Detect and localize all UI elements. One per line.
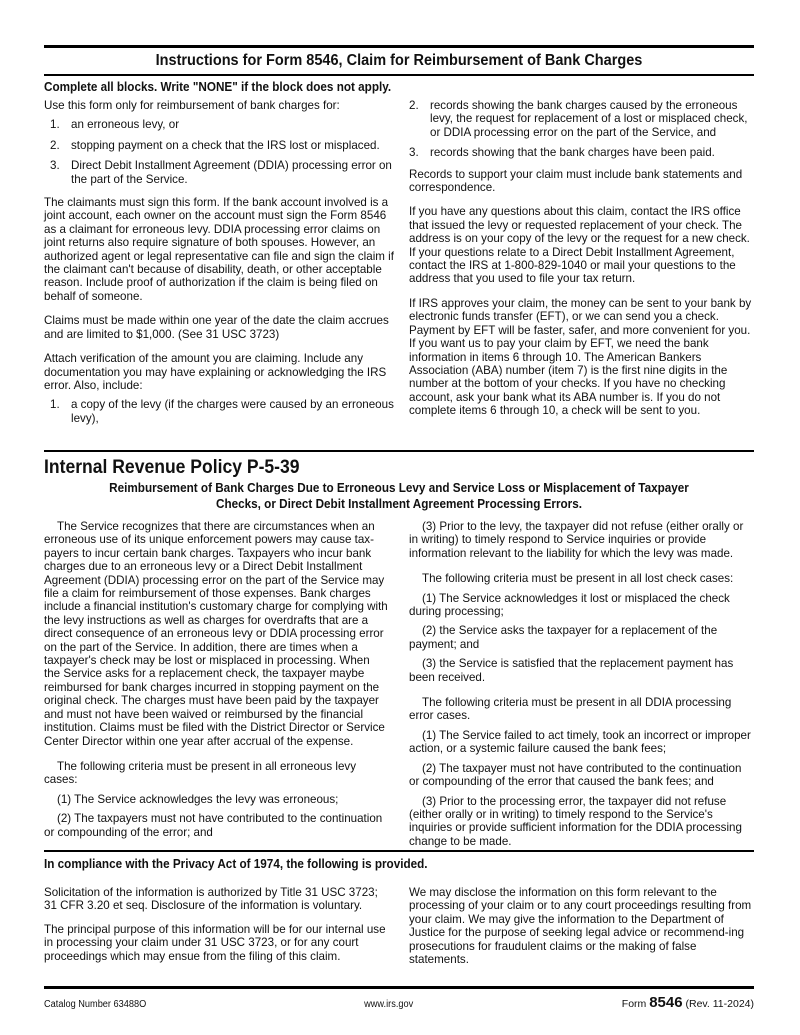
questions-paragraph: If you have any questions about this claim, contact the IRS office that issued the levy or requested replacement of your check. The address is on your copy of the levy or the request for a new check. If your questions relate to a Direct Debit Installment Agreement, contact the IRS at 1-800-829-1040 or mail your questions to the address that you used to file your tax return. — [409, 205, 750, 286]
policy-criterion: (1) The Service acknowledges the levy was erroneous; — [57, 792, 339, 806]
privacy-rule — [44, 850, 754, 852]
list-item: 2. stopping payment on a check that the IRS lost or misplaced. — [50, 138, 380, 152]
privacy-paragraph: The principal purpose of this information will be for our internal use in processing your claim under 31 USC 3723, or for any court proceedings which may ensue from the filing of this claim. — [44, 922, 386, 963]
policy-criterion: (3) Prior to the processing error, the taxpayer did not refuse (either orally or in writing) to timely respond to the Service's inquiries or provide sufficient information for the DDIA processing change to be made. — [409, 794, 742, 848]
reason-list — [44, 118, 399, 186]
footer-rule — [44, 986, 754, 989]
policy-title: Internal Revenue Policy P-5-39 — [44, 456, 300, 478]
attach-paragraph: Attach verification of the amount you are claiming. Include any documentation you may have explaining or acknowledging the IRS error. Also, include: — [44, 352, 387, 392]
policy-left-column — [44, 520, 389, 854]
policy-criterion: (2) The taxpayers must not have contributed to the continuation or compounding of the error; and — [44, 812, 383, 839]
top-rule — [44, 45, 754, 48]
include-list — [44, 398, 399, 425]
form-prefix: Form — [621, 998, 647, 1010]
form-revision: (Rev. 11-2024) — [685, 998, 754, 1010]
privacy-heading: In compliance with the Privacy Act of 1974, the following is provided. — [44, 857, 428, 871]
instructions-section — [44, 99, 754, 432]
policy-criterion: (1) The Service acknowledges it lost or misplaced the check during processing; — [409, 591, 730, 619]
website-link[interactable]: www.irs.gov — [363, 999, 414, 1010]
form-number: 8546 — [649, 994, 683, 1011]
list-item: 1. a copy of the levy (if the charges were caused by an erroneous levy), — [50, 398, 394, 425]
complete-blocks-heading: Complete all blocks. Write "NONE" if the block does not apply. — [44, 80, 392, 94]
policy-paragraph: The following criteria must be present in all lost check cases: — [422, 572, 734, 586]
policy-subtitle: Reimbursement of Bank Charges Due to Erroneous Levy and Service Loss or Misplacement of Taxpayer Checks, or Direct Debit Installment Agreement Processing Errors. — [109, 481, 689, 511]
privacy-paragraph: We may disclose the information on this form relevant to the processing of your claim or to any court proceedings resulting from your claim. We may give the information to the Department of Justice for the purpose of seeking legal advice or recommend-ing prosecutions for fraudulent claims or the making of false statements. — [409, 886, 752, 967]
include-list-continued — [403, 99, 754, 160]
instructions-right-column — [409, 99, 754, 432]
records-paragraph: Records to support your claim must include bank statements and correspondence. — [409, 167, 743, 195]
privacy-left-column — [44, 886, 389, 974]
policy-criterion: (3) Prior to the levy, the taxpayer did not refuse (either orally or in writing) to timely respond to Service inquiries or provide information relevant to the liability for which the levy was made. — [409, 520, 744, 560]
list-item: 3. records showing that the bank charges have been paid. — [409, 146, 715, 160]
privacy-right-column — [409, 886, 754, 974]
policy-criterion: (1) The Service failed to act timely, took an incorrect or improper action, or a systemic failure caused the bank fees; — [409, 728, 751, 756]
intro-text: Use this form only for reimbursement of bank charges for: — [44, 99, 340, 112]
policy-paragraph: The Service recognizes that there are circumstances when an erroneous use of its unique enforcement powers may cause tax-payers to incur certain bank charges. Taxpayers who incur bank charges due to an erroneous levy or a Direct Debit Installment Agreement (DDIA) processing error on the part of the Service may file a claim for reimbursement of those expenses. Bank charges include a financial institution's customary charge for complying with the levy instructions as well as charges for overdrafts that are a direct consequence of an erroneous levy or DDIA processing error on the part of the Service. In addition, there are times when a taxpayer's check may be lost or misplaced in processing. When the Service asks for a replacement check, the taxpayer maybe reimbursed for bank charges incurred in stopping payment on the original check. The charges must have been paid by the taxpayer and must not have been waived or reimbursed by the financial institution. Claims must be filed with the District Director or Service Center Director within one year after accrual of the expense. — [44, 520, 388, 748]
catalog-number: Catalog Number 63488O — [44, 999, 147, 1010]
list-item: 1. an erroneous levy, or — [50, 118, 180, 132]
signing-paragraph: The claimants must sign this form. If the bank account involved is a joint account, each owner on the account must sign the Form 8546 as a claimant for erroneous levy. DDIA processing error claims on joint returns also require signature of both spouses. However, an authorized agent or legal representative can file and sign the claim if the claimant can't because of disability, death, or other acceptable reason. Include proof of authorization if the claim is being filed on behalf of someone. — [44, 196, 394, 303]
time-limit-paragraph: Claims must be made within one year of the date the claim accrues and are limited to $1,000. (See 31 USC 3723) — [44, 314, 389, 341]
privacy-section — [44, 886, 754, 974]
policy-criterion: (3) the Service is satisfied that the replacement payment has been received. — [409, 657, 734, 684]
title-rule — [44, 74, 754, 76]
policy-section — [44, 520, 754, 854]
policy-paragraph: The following criteria must be present in all DDIA processing error cases. — [409, 696, 732, 723]
document-title: Instructions for Form 8546, Claim for Reimbursement of Bank Charges — [155, 52, 643, 69]
footer — [44, 996, 754, 1011]
form-id — [622, 996, 754, 1011]
policy-criterion: (2) the Service asks the taxpayer for a replacement of the payment; and — [409, 624, 718, 651]
policy-rule — [44, 450, 754, 452]
list-item: 2. records showing the bank charges caused by the erroneous levy, the request for replacement of a lost or misplaced check, or DDIA processing error on the part of the Service, and — [409, 99, 748, 139]
policy-criterion: (2) The taxpayer must not have contributed to the continuation or compounding of the error that caused the bank fees; and — [409, 761, 742, 789]
instructions-left-column — [44, 99, 399, 432]
privacy-paragraph: Solicitation of the information is authorized by Title 31 USC 3723; 31 CFR 3.20 et seq. Disclosure of the information is voluntary. — [44, 886, 378, 913]
policy-right-column — [409, 520, 754, 854]
list-item: 3. Direct Debit Installment Agreement (DDIA) processing error on the part of the Service. — [50, 159, 392, 186]
policy-paragraph: The following criteria must be present in all erroneous levy cases: — [44, 759, 357, 787]
payment-paragraph: If IRS approves your claim, the money can be sent to your bank by electronic funds transfer (EFT), or we can send you a check. Payment by EFT will be faster, safer, and more convenient for you. If you want us to pay your claim by EFT, we need the bank information in items 6 through 10. The American Bankers Association (ABA) number (item 7) is the first nine digits in the number at the bottom of your checks. If you have no checking account, ask your bank what its ABA number is. If you do not complete items 6 through 10, a check will be sent to you. — [409, 296, 752, 418]
